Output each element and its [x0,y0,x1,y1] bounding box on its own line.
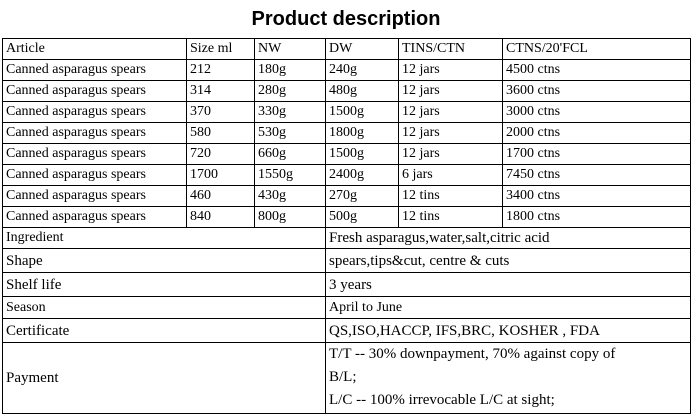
payment-line: B/L; [329,369,357,385]
cell-article: Canned asparagus spears [3,165,187,186]
certificate-row [3,319,691,343]
cell-dw: 270g [326,186,399,207]
cell-nw: 180g [255,60,326,81]
table-row [3,144,691,165]
column-header-tins-ctn: TINS/CTN [399,39,503,60]
cell-tins-ctn: 12 jars [399,60,503,81]
column-header-ctns-fcl: CTNS/20'FCL [503,39,691,60]
cell-dw: 240g [326,60,399,81]
cell-nw: 280g [255,81,326,102]
ingredient-label: Ingredient [3,228,326,249]
table-row [3,165,691,186]
table-row [3,102,691,123]
payment-line: L/C -- 100% irrevocable L/C at sight; [329,392,555,408]
ingredient-row [3,228,691,249]
cell-dw: 1500g [326,144,399,165]
cell-ctns-fcl: 2000 ctns [503,123,691,144]
cell-size: 212 [187,60,255,81]
cell-ctns-fcl: 1800 ctns [503,207,691,228]
page-title: Product description [251,8,441,30]
column-header-size: Size ml [187,39,255,60]
cell-dw: 1800g [326,123,399,144]
cell-nw: 330g [255,102,326,123]
cell-article: Canned asparagus spears [3,123,187,144]
table-row [3,207,691,228]
column-header-dw: DW [326,39,399,60]
payment-row [3,343,691,414]
cell-ctns-fcl: 7450 ctns [503,165,691,186]
shelf-life-row [3,273,691,297]
table-row [3,60,691,81]
cell-tins-ctn: 12 tins [399,186,503,207]
cell-size: 460 [187,186,255,207]
cell-tins-ctn: 12 jars [399,144,503,165]
cell-tins-ctn: 12 jars [399,102,503,123]
certificate-label: Certificate [3,319,326,343]
season-label: Season [3,297,326,319]
cell-size: 580 [187,123,255,144]
shape-label: Shape [3,249,326,273]
cell-tins-ctn: 6 jars [399,165,503,186]
cell-ctns-fcl: 4500 ctns [503,60,691,81]
cell-nw: 800g [255,207,326,228]
cell-nw: 530g [255,123,326,144]
table-row [3,123,691,144]
cell-dw: 2400g [326,165,399,186]
cell-tins-ctn: 12 jars [399,81,503,102]
payment-line: T/T -- 30% downpayment, 70% against copy of [329,346,616,362]
cell-dw: 1500g [326,102,399,123]
table-row [3,81,691,102]
certificate-value: QS,ISO,HACCP, IFS,BRC, KOSHER , FDA [326,319,691,343]
cell-size: 370 [187,102,255,123]
season-value: April to June [326,297,691,319]
ingredient-value: Fresh asparagus,water,salt,citric acid [326,228,691,249]
cell-ctns-fcl: 1700 ctns [503,144,691,165]
cell-article: Canned asparagus spears [3,186,187,207]
shelf-life-value: 3 years [326,273,691,297]
product-table [2,38,691,414]
payment-label: Payment [3,343,326,414]
cell-size: 1700 [187,165,255,186]
cell-article: Canned asparagus spears [3,102,187,123]
cell-dw: 500g [326,207,399,228]
cell-nw: 430g [255,186,326,207]
season-row [3,297,691,319]
shape-value: spears,tips&cut, centre & cuts [326,249,691,273]
cell-ctns-fcl: 3400 ctns [503,186,691,207]
cell-size: 314 [187,81,255,102]
cell-ctns-fcl: 3000 ctns [503,102,691,123]
column-header-nw: NW [255,39,326,60]
shelf-life-label: Shelf life [3,273,326,297]
cell-article: Canned asparagus spears [3,144,187,165]
cell-article: Canned asparagus spears [3,81,187,102]
cell-article: Canned asparagus spears [3,60,187,81]
cell-size: 720 [187,144,255,165]
cell-dw: 480g [326,81,399,102]
cell-size: 840 [187,207,255,228]
cell-tins-ctn: 12 jars [399,123,503,144]
cell-article: Canned asparagus spears [3,207,187,228]
shape-row [3,249,691,273]
table-header-row [3,39,691,60]
cell-tins-ctn: 12 tins [399,207,503,228]
payment-value [326,343,691,414]
cell-nw: 1550g [255,165,326,186]
table-row [3,186,691,207]
cell-ctns-fcl: 3600 ctns [503,81,691,102]
column-header-article: Article [3,39,187,60]
cell-nw: 660g [255,144,326,165]
